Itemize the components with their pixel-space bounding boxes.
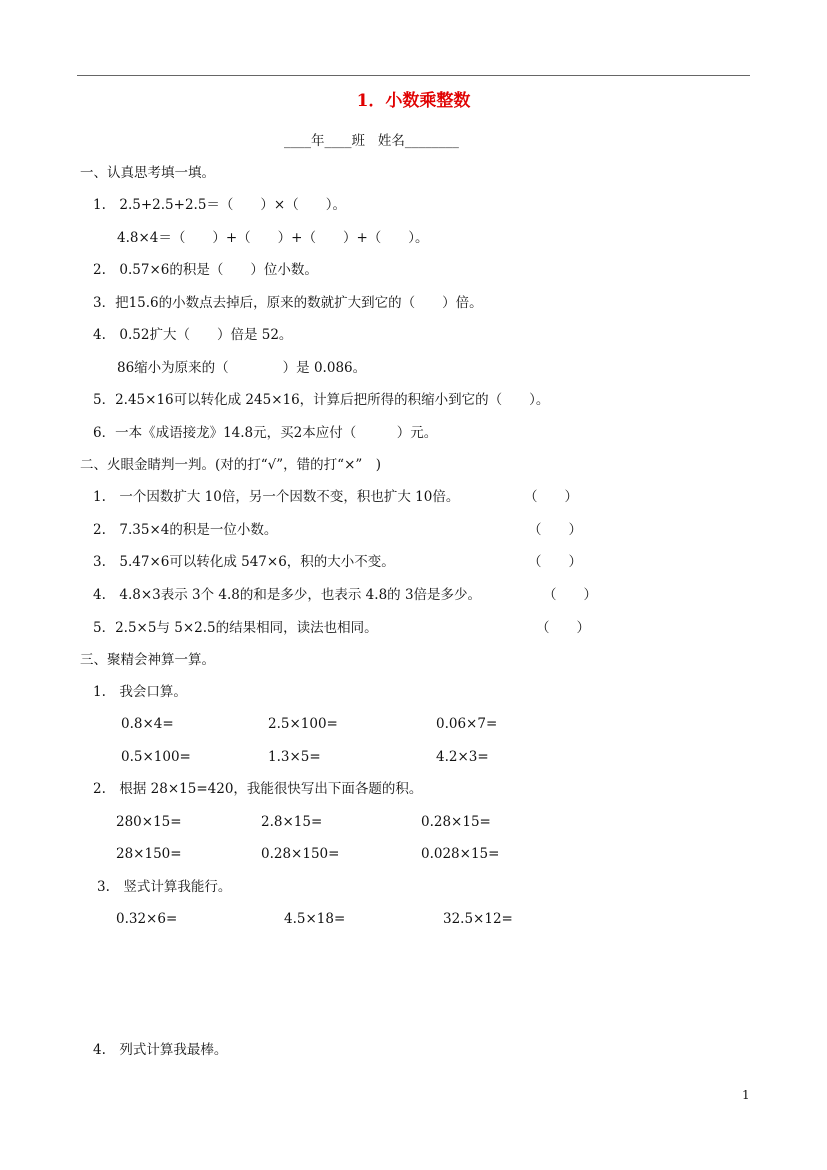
product-item: 2.8×15= [261, 814, 323, 830]
mental-calc-item: 4.2×3= [436, 749, 489, 765]
judge-item-text: 5．2.5×5与 5×2.5的结果相同，读法也相同。 [93, 620, 378, 636]
section-2-heading: 二、火眼金睛判一判。(对的打“√”，错的打“×” ) [80, 457, 382, 473]
page-title: 1．小数乘整数 [356, 91, 471, 111]
question-3-4-label: 4. 列式计算我最棒。 [93, 1042, 228, 1058]
question-3-2-label: 2. 根据 28×15=420，我能很快写出下面各题的积。 [93, 781, 423, 797]
product-item: 0.028×15= [421, 846, 500, 862]
judge-item-mark: （ ） [524, 489, 578, 505]
question-1-3: 3．把15.6的小数点去掉后，原来的数就扩大到它的（ ）倍。 [93, 295, 483, 311]
question-1-1b: 4.8×4＝（ ）+（ ）+（ ）+（ ）。 [117, 230, 429, 246]
mental-calc-item: 0.06×7= [436, 716, 498, 732]
question-1-5: 5．2.45×16可以转化成 245×16，计算后把所得的积缩小到它的（ ）。 [93, 392, 550, 408]
question-3-1-label: 1. 我会口算。 [93, 684, 187, 700]
judge-item-mark: （ ） [528, 522, 582, 538]
question-1-2: 2. 0.57×6的积是（ ）位小数。 [93, 262, 318, 278]
mental-calc-item: 0.5×100= [121, 749, 191, 765]
section-3-heading: 三、聚精会神算一算。 [80, 652, 215, 668]
judge-item-mark: （ ） [528, 554, 582, 570]
judge-item-text: 3. 5.47×6可以转化成 547×6，积的大小不变。 [93, 554, 395, 570]
section-1-heading: 一、认真思考填一填。 [80, 165, 215, 181]
question-1-4b: 86缩小为原来的（ ）是 0.086。 [117, 360, 367, 376]
product-item: 28×150= [116, 846, 182, 862]
question-1-6: 6．一本《成语接龙》14.8元，买2本应付（ ）元。 [93, 425, 438, 441]
mental-calc-item: 0.8×4= [121, 716, 174, 732]
question-1-1a: 1. 2.5+2.5+2.5＝（ ）×（ ）。 [93, 197, 346, 213]
product-item: 280×15= [116, 814, 182, 830]
vertical-calc-item: 0.32×6= [116, 911, 178, 927]
question-3-3-label: 3. 竖式计算我能行。 [97, 879, 232, 895]
product-item: 0.28×15= [421, 814, 491, 830]
judge-item-text: 2. 7.35×4的积是一位小数。 [93, 522, 278, 538]
header-rule [77, 75, 750, 76]
page-number: 1 [742, 1088, 750, 1102]
vertical-calc-item: 4.5×18= [284, 911, 346, 927]
mental-calc-item: 1.3×5= [268, 749, 321, 765]
student-info: ____年____班 姓名________ [284, 133, 459, 149]
judge-item-mark: （ ） [536, 620, 590, 636]
mental-calc-item: 2.5×100= [268, 716, 338, 732]
question-1-4a: 4. 0.52扩大（ ）倍是 52。 [93, 327, 293, 343]
vertical-calc-item: 32.5×12= [443, 911, 513, 927]
judge-item-text: 4. 4.8×3表示 3个 4.8的和是多少，也表示 4.8的 3倍是多少。 [93, 587, 482, 603]
product-item: 0.28×150= [261, 846, 340, 862]
judge-item-text: 1. 一个因数扩大 10倍，另一个因数不变，积也扩大 10倍。 [93, 489, 460, 505]
judge-item-mark: （ ） [543, 587, 597, 603]
